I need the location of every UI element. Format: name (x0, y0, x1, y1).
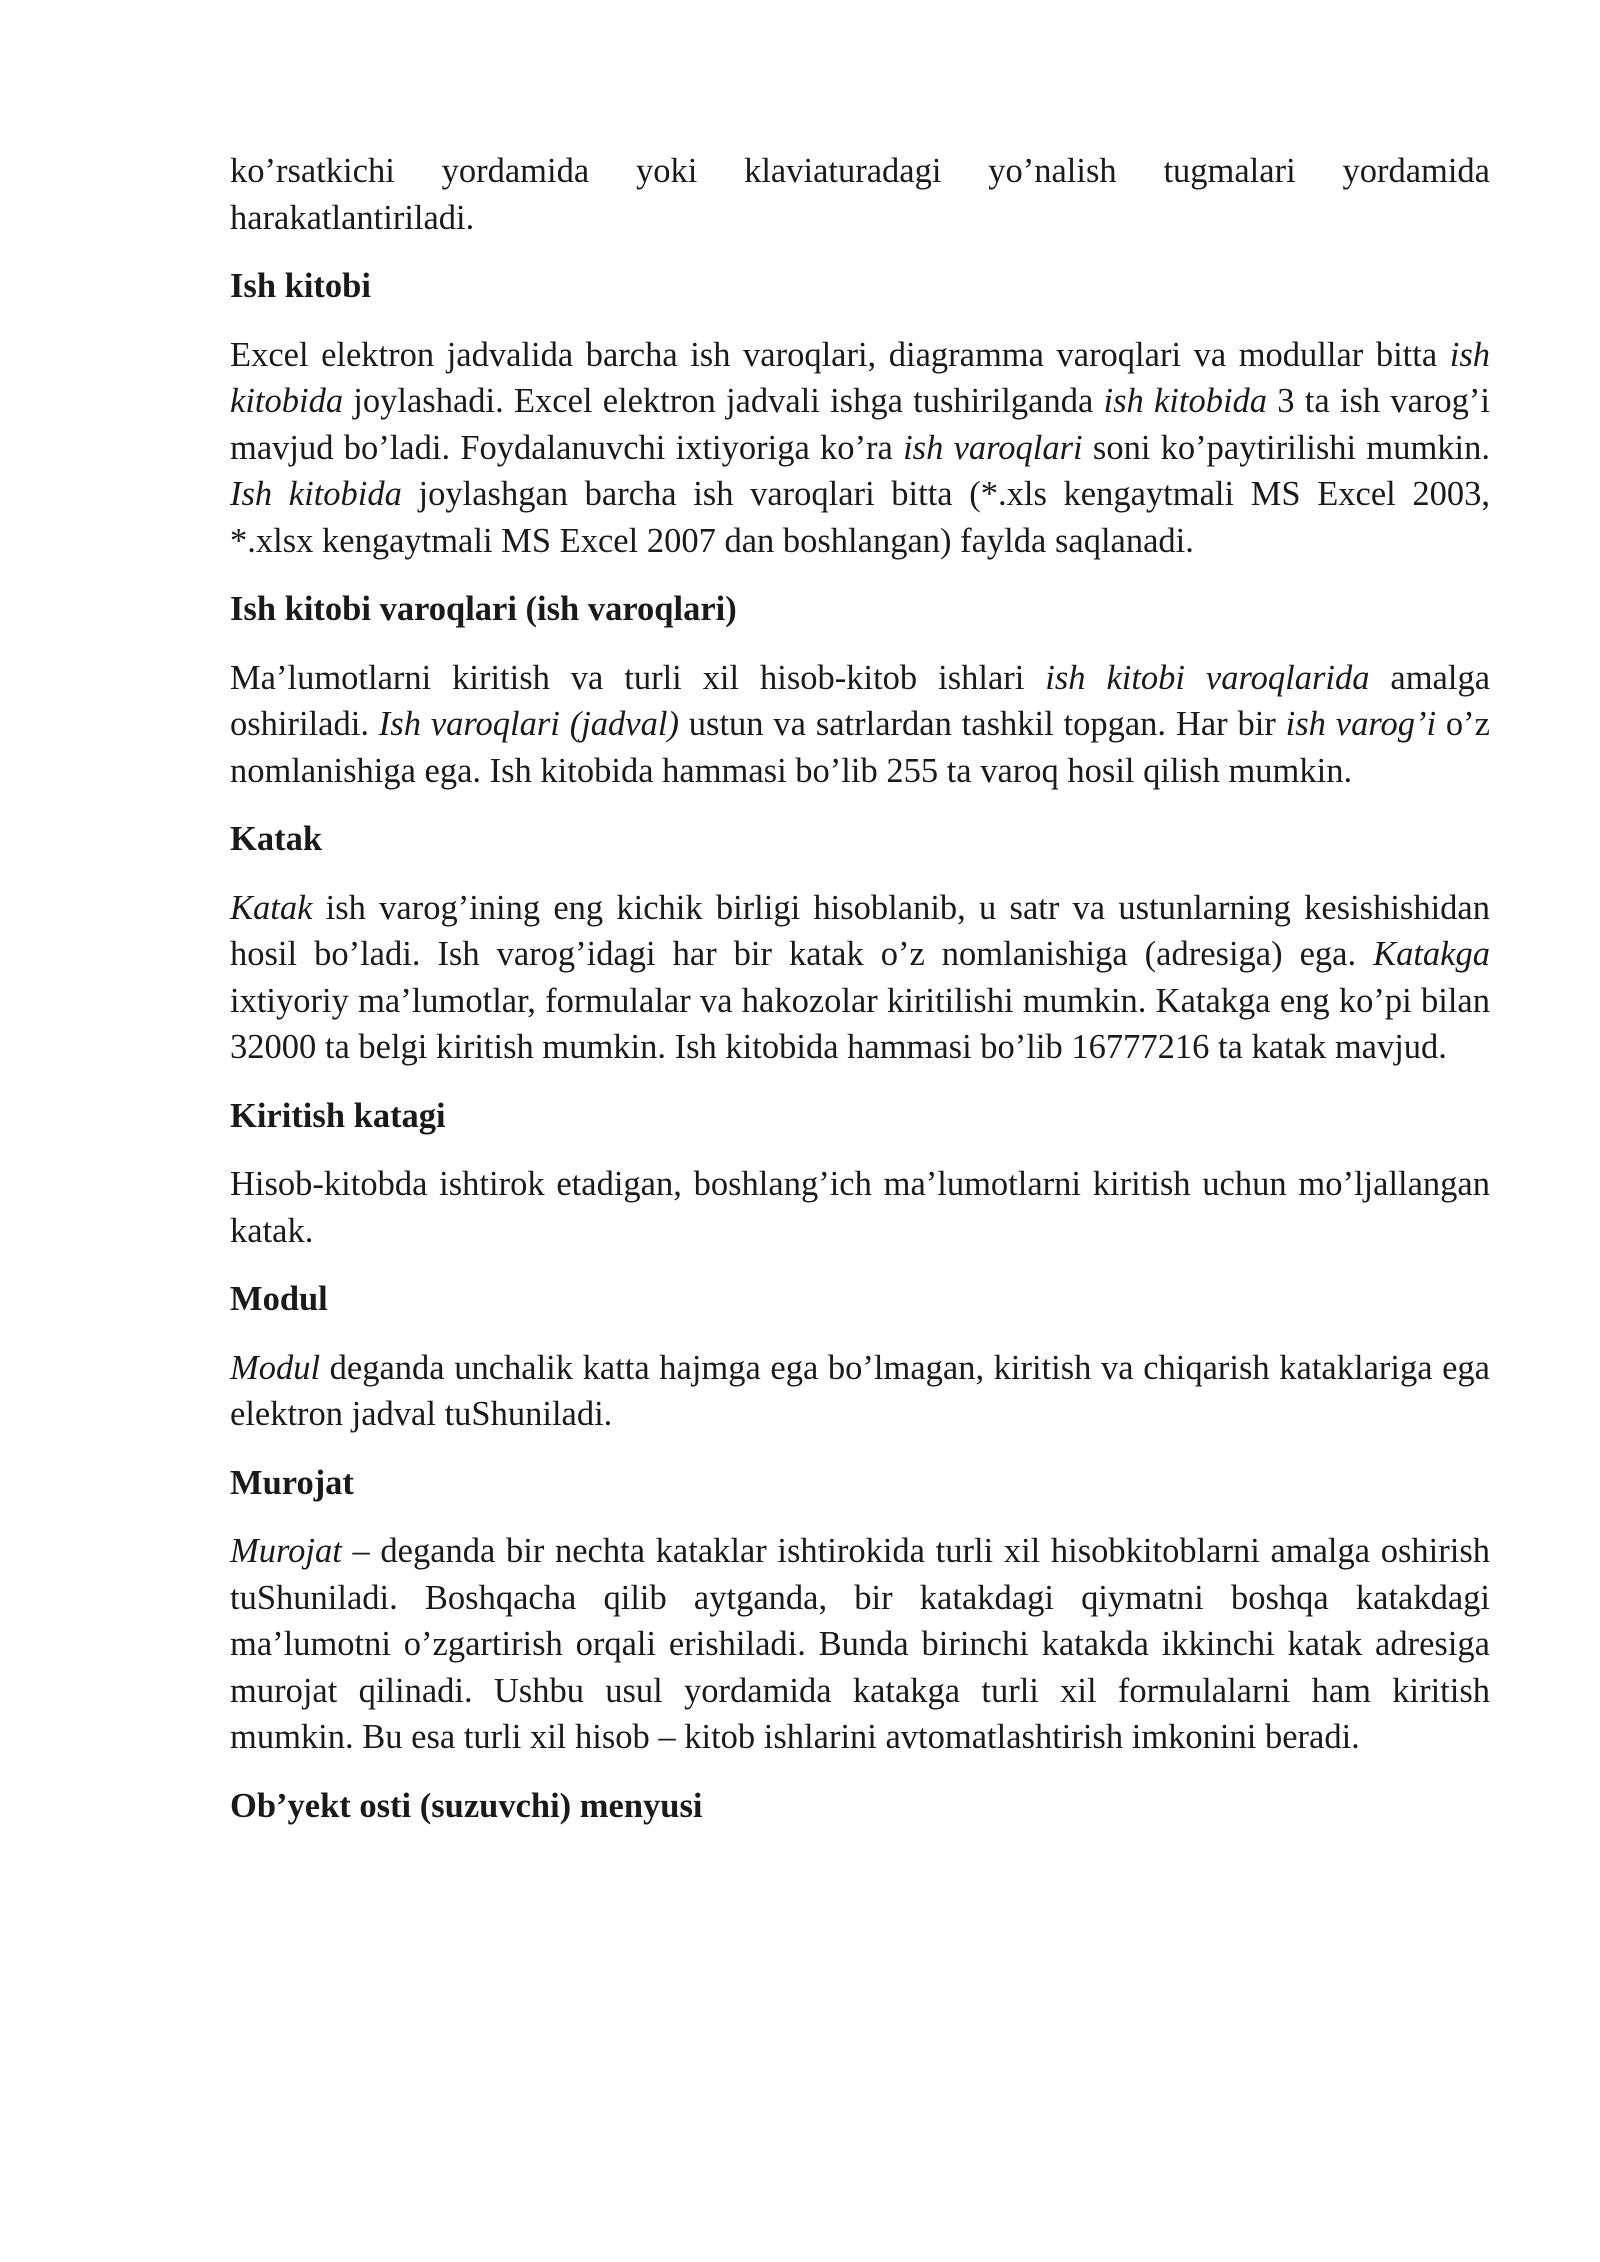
italic-term: Katakga (1373, 935, 1490, 973)
section-heading: Modul (230, 1280, 328, 1318)
body-paragraph (230, 148, 1490, 241)
body-paragraph (230, 1161, 1490, 1254)
italic-term: ish kitobida (1103, 382, 1268, 420)
text-run: – deganda bir nechta kataklar ishtirokida turli xil hisobkitoblarni amalga oshirish tuShuniladi. Boshqacha qilib aytganda, bir katakdagi qiymatni boshqa katakdagi ma’lumotni o’zgartirish orqali erishiladi. Bunda birinchi katakda ikkinchi katak adresiga murojat qilinadi. Ushbu usul yordamida katakga turli xil formulalarni ham kiritish mumkin. Bu esa turli xil hisob – kitob ishlarini avtomatlashtirish imkonini beradi. (230, 1532, 1490, 1756)
section-heading: Katak (230, 820, 323, 858)
text-run: joylashadi. Excel elektron jadvali ishga tushirilganda (343, 382, 1104, 420)
text-run: Hisob-kitobda ishtirok etadigan, boshlang’ich ma’lumotlarni kiritish uchun mo’ljallangan katak. (230, 1165, 1490, 1250)
italic-term: Ish varoqlari (jadval) (378, 705, 679, 743)
body-paragraph (230, 332, 1490, 565)
text-run: ixtiyoriy ma’lumotlar, formulalar va hakozolar kiritilishi mumkin. Katakga eng ko’pi bilan 32000 ta belgi kiritish mumkin. Ish kitobida hammasi bo’lib 16777216 ta katak mavjud. (230, 981, 1490, 1066)
text-run: o’z nomlanishiga ega. Ish kitobida hammasi bo’lib 255 ta varoq hosil qilish mumkin. (230, 705, 1490, 790)
italic-term: Ish kitobida (230, 475, 402, 513)
section-heading: Ish kitobi (230, 267, 371, 305)
section-heading: Ish kitobi varoqlari (ish varoqlari) (230, 590, 737, 628)
text-run: ustun va satrlardan tashkil topgan. Har bir (678, 705, 1286, 743)
section-heading: Ob’yekt osti (suzuvchi) menyusi (230, 1786, 703, 1825)
italic-term: ish varoqlari (903, 428, 1083, 467)
text-run: joylashgan barcha ish varoqlari bitta (*.xls kengaytmali MS Excel 2003, *.xlsx kengaytmali MS Excel 2007 dan boshlangan) faylda saqlanadi. (230, 475, 1491, 560)
text-run: deganda unchalik katta hajmga ega bo’lmagan, kiritish va chiqarish kataklariga ega elektron jadval tuShuniladi. (230, 1348, 1490, 1433)
body-paragraph (230, 655, 1490, 795)
text-run: 3 ta ish varog’i mavjud bo’ladi. Foydalanuvchi ixtiyoriga ko’ra (230, 382, 1490, 467)
body-paragraph (230, 885, 1490, 1071)
italic-term: Modul (230, 1348, 321, 1387)
italic-term: Katak (230, 888, 313, 927)
text-run: ish varog’ining eng kichik birligi hisoblanib, u satr va ustunlarning kesishishidan hosil bo’ladi. Ish varog’idagi har bir katak o’z nomlanishiga (adresiga) ega. (230, 888, 1490, 973)
body-paragraph (230, 1528, 1490, 1761)
section-heading: Murojat (230, 1463, 354, 1502)
text-run: ko’rsatkichi yordamida yoki klaviaturadagi yo’nalish tugmalari yordamida harakatlantiriladi. (230, 152, 1490, 237)
italic-term: ish varog’i (1285, 705, 1437, 743)
section-heading: Kiritish katagi (230, 1096, 446, 1135)
text-run: Excel elektron jadvalida barcha ish varoqlari, diagramma varoqlari va modullar bitta (230, 335, 1450, 374)
document-page (230, 148, 1490, 1851)
italic-term: ish kitobida (230, 335, 1490, 420)
text-run: Ma’lumotlarni kiritish va turli xil hisob-kitob ishlari (230, 658, 1046, 697)
text-run: soni ko’paytirilishi mumkin. (1082, 428, 1491, 467)
italic-term: Murojat (230, 1532, 342, 1570)
italic-term: ish kitobi varoqlarida (1045, 658, 1370, 697)
text-run: amalga oshiriladi. (230, 658, 1491, 743)
body-paragraph (230, 1345, 1490, 1438)
